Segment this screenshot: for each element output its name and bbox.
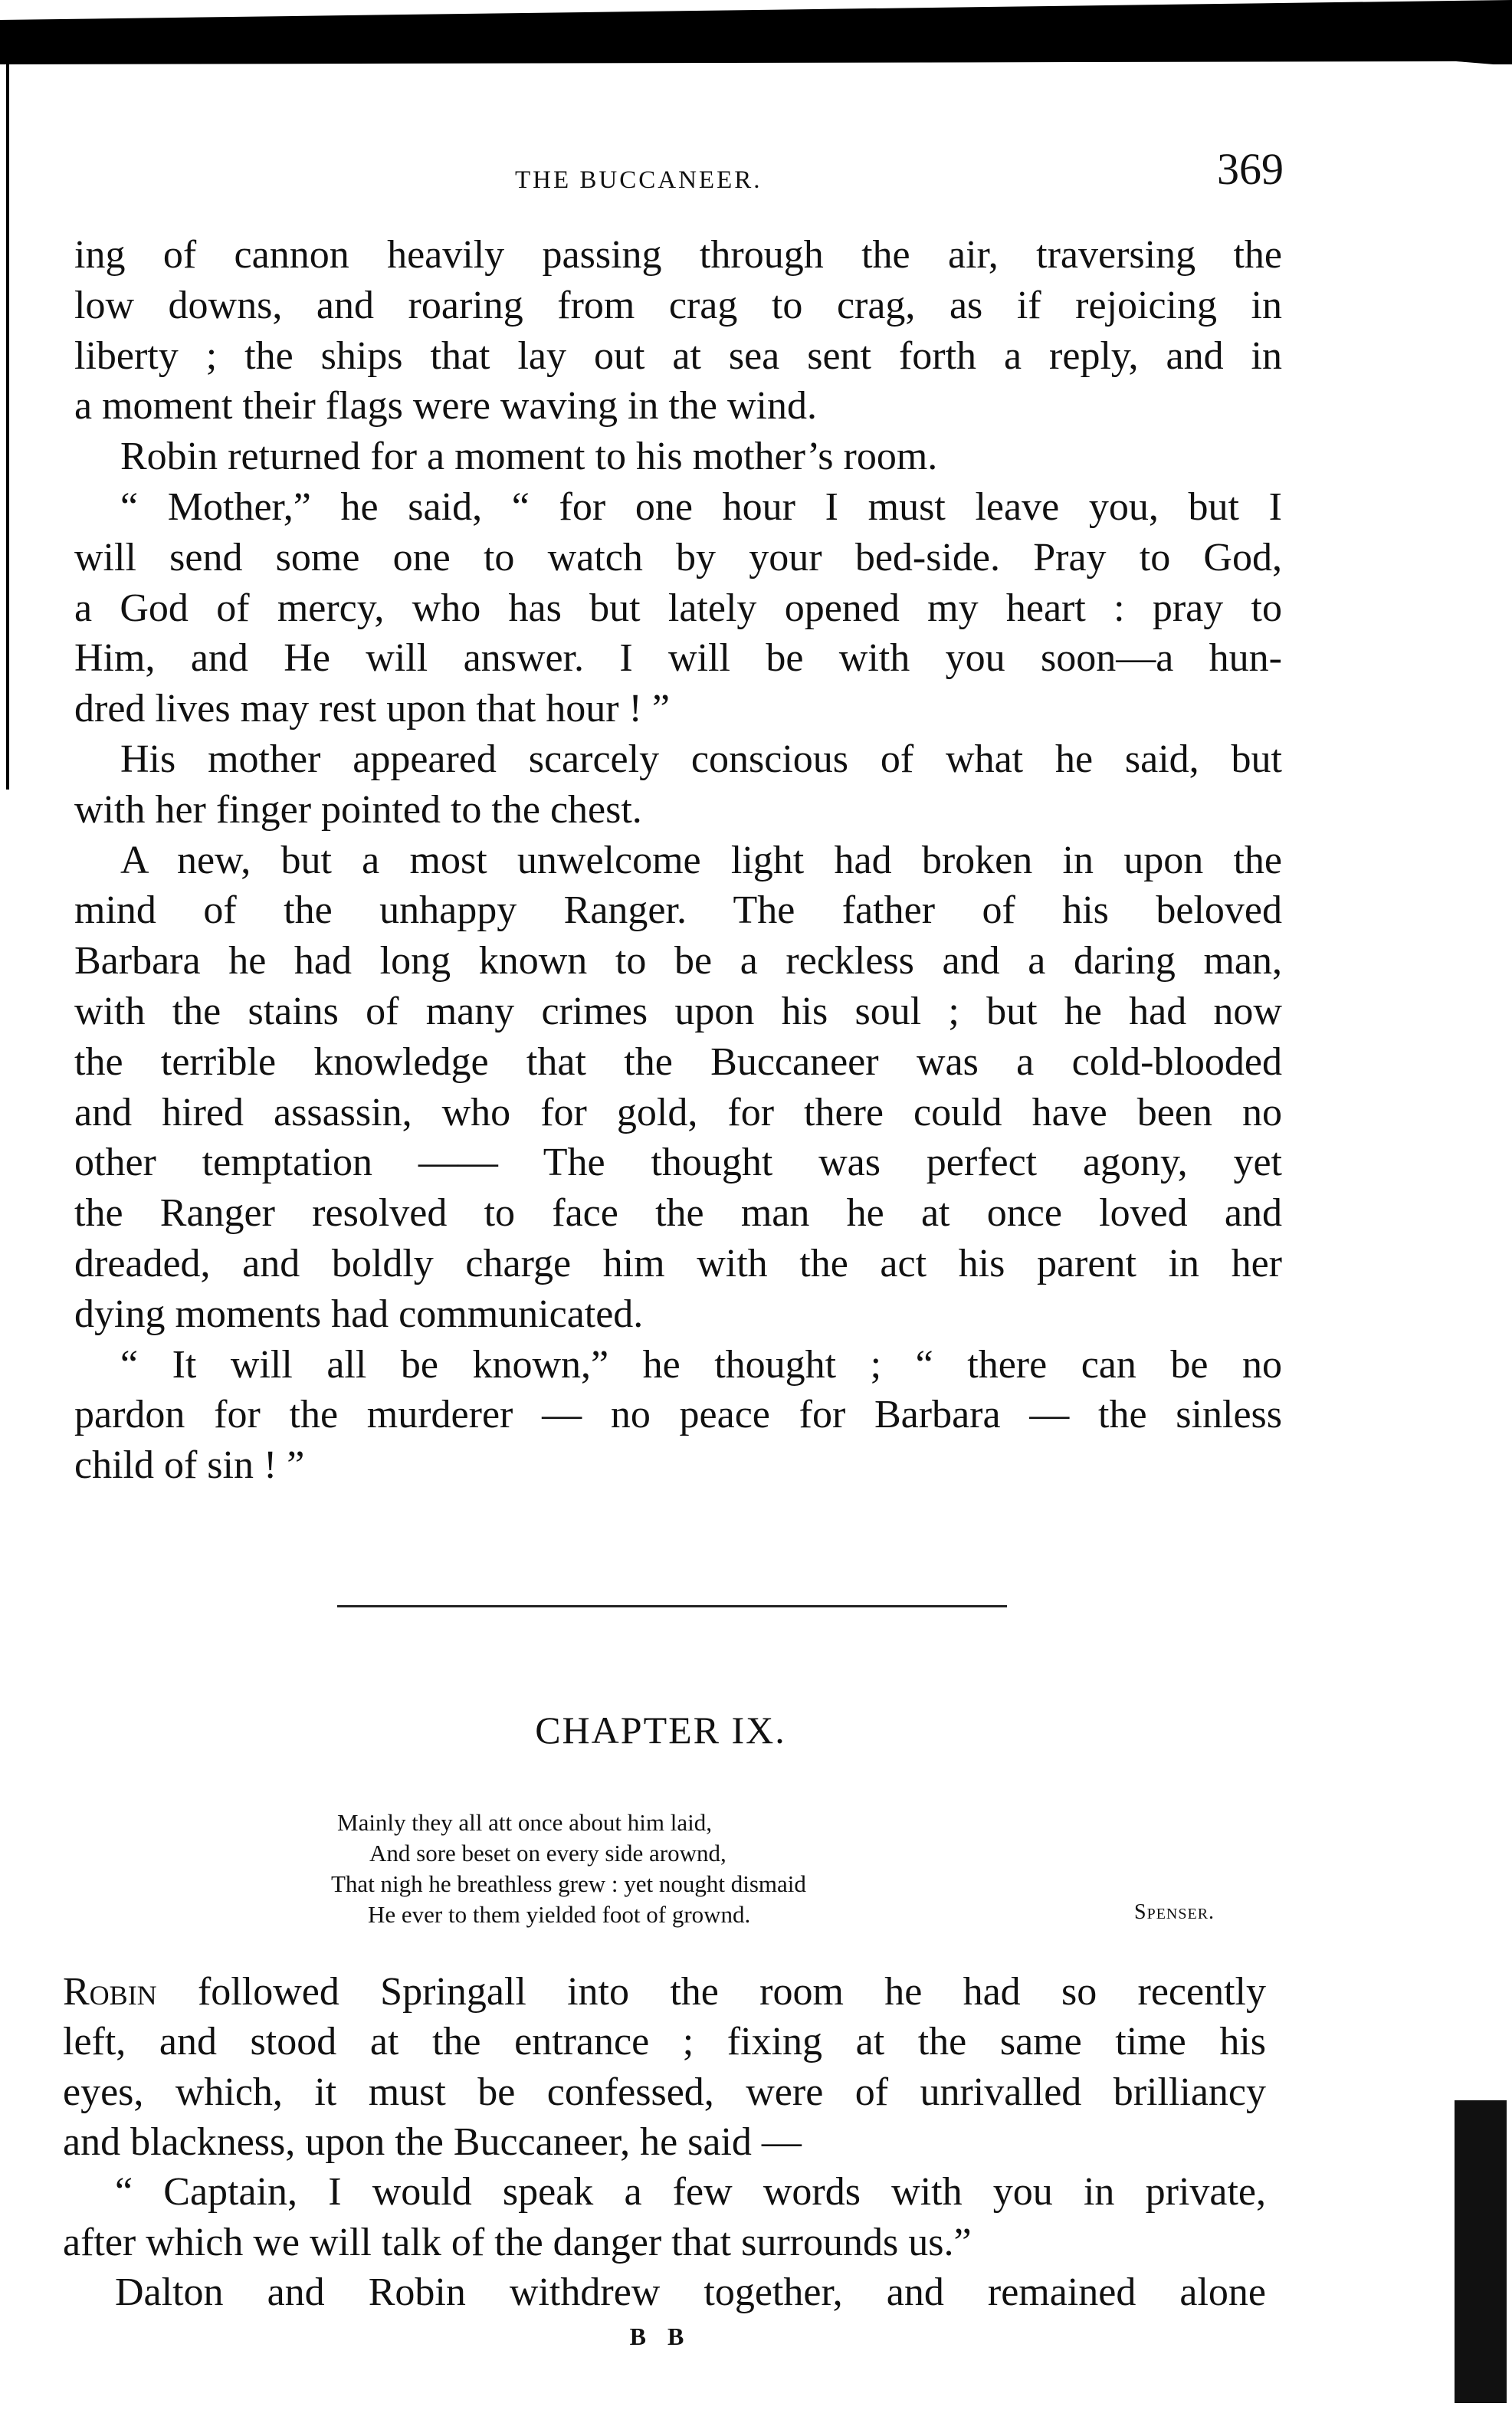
text-line-content: dreaded, and boldly charge him with the act his parent in her bbox=[74, 1242, 1282, 1285]
text-line-content: ing of cannon heavily passing through the air, traversing the bbox=[74, 233, 1282, 277]
text-line-content: “ Mother,” he said, “ for one hour I must leave you, but I bbox=[120, 485, 1282, 529]
text-line bbox=[120, 432, 1282, 482]
epigraph-line: Mainly they all att once about him laid, bbox=[337, 1809, 712, 1836]
text-line-content: A new, but a most unwelcome light had broken in upon the bbox=[120, 838, 1282, 882]
text-line bbox=[74, 987, 1282, 1037]
scan-left-edge bbox=[6, 61, 9, 790]
text-line-content: Him, and He will answer. I will be with you soon—a hun- bbox=[74, 636, 1282, 681]
text-line bbox=[74, 684, 1282, 734]
text-line-content: Barbara he had long known to be a reckless and a daring man, bbox=[74, 939, 1282, 983]
signature-mark: B B bbox=[629, 2323, 692, 2350]
text-line-content: will send some one to watch by your bed-side. Pray to God, bbox=[74, 535, 1282, 579]
text-line-content: and blackness, upon the Buccaneer, he said — bbox=[63, 2119, 802, 2164]
text-line bbox=[120, 1340, 1282, 1390]
text-line bbox=[74, 1440, 1282, 1491]
text-line bbox=[74, 331, 1282, 382]
text-line-content: a God of mercy, who has but lately opened my heart : pray to bbox=[74, 586, 1282, 630]
text-line bbox=[115, 2267, 1266, 2318]
text-line bbox=[120, 734, 1282, 785]
text-line bbox=[63, 1967, 1266, 2018]
text-line bbox=[74, 533, 1282, 583]
text-line bbox=[74, 1138, 1282, 1188]
text-line-content: the Ranger resolved to face the man he at once loved and bbox=[74, 1191, 1282, 1236]
text-line-content: dred lives may rest upon that hour ! ” bbox=[74, 687, 670, 731]
text-line-content: child of sin ! ” bbox=[74, 1443, 305, 1488]
page-number: 369 bbox=[1217, 144, 1284, 194]
text-line bbox=[74, 1188, 1282, 1239]
text-line-content: eyes, which, it must be confessed, were of unrivalled brilliancy bbox=[63, 2070, 1266, 2114]
scan-right-edge bbox=[1455, 2100, 1507, 2403]
text-line bbox=[63, 2017, 1266, 2067]
text-line bbox=[74, 1037, 1282, 1088]
text-line-content: liberty ; the ships that lay out at sea sent forth a reply, and in bbox=[74, 333, 1282, 378]
text-line bbox=[115, 2167, 1266, 2218]
text-line bbox=[74, 230, 1282, 281]
text-line-content: with her finger pointed to the chest. bbox=[74, 787, 642, 832]
section-divider bbox=[337, 1605, 1007, 1607]
text-line-content: His mother appeared scarcely conscious of what he said, but bbox=[120, 737, 1282, 781]
chapter-heading: CHAPTER IX. bbox=[535, 1709, 786, 1752]
text-line-content: “ It will all be known,” he thought ; “ there can be no bbox=[120, 1342, 1282, 1387]
text-line-content: “ Captain, I would speak a few words with you in private, bbox=[115, 2170, 1266, 2215]
epigraph-line: He ever to them yielded foot of grownd. bbox=[368, 1901, 751, 1928]
text-line bbox=[120, 836, 1282, 886]
text-line-content: Robin returned for a moment to his mother’s room. bbox=[120, 435, 938, 479]
text-line-content: left, and stood at the entrance ; fixing at the same time his bbox=[63, 2020, 1266, 2064]
text-line-content: a moment their flags were waving in the wind. bbox=[74, 384, 817, 428]
text-line-content: other temptation —— The thought was perfect agony, yet bbox=[74, 1141, 1282, 1185]
drop-word: Robin bbox=[63, 1970, 157, 2014]
epigraph-line: And sore beset on every side arownd, bbox=[369, 1840, 726, 1866]
running-title: THE BUCCANEER. bbox=[515, 166, 763, 194]
text-line bbox=[74, 1088, 1282, 1138]
text-line bbox=[74, 936, 1282, 987]
text-line-content: mind of the unhappy Ranger. The father of his beloved bbox=[74, 888, 1282, 933]
text-line bbox=[63, 2117, 1266, 2168]
text-line-content: with the stains of many crimes upon his soul ; but he had now bbox=[74, 990, 1282, 1033]
text-line bbox=[120, 482, 1282, 533]
text-line bbox=[74, 885, 1282, 936]
text-line bbox=[63, 2218, 1266, 2268]
text-line-content: pardon for the murderer — no peace for Barbara — the sinless bbox=[74, 1393, 1282, 1437]
text-line bbox=[74, 1390, 1282, 1440]
text-line-content: Dalton and Robin withdrew together, and remained alone bbox=[115, 2270, 1266, 2314]
text-line bbox=[74, 633, 1282, 684]
text-line bbox=[74, 381, 1282, 432]
text-line-content: and hired assassin, who for gold, for there could have been no bbox=[74, 1090, 1282, 1134]
text-line bbox=[74, 785, 1282, 836]
text-line-content: low downs, and roaring from crag to crag, as if rejoicing in bbox=[74, 283, 1282, 327]
text-line bbox=[74, 1239, 1282, 1289]
text-line-content: followed Springall into the room he had so recently bbox=[156, 1970, 1266, 2014]
scan-top-edge bbox=[0, 0, 1512, 64]
text-line bbox=[63, 2067, 1266, 2118]
text-line-content: the terrible knowledge that the Buccaneer was a cold-blooded bbox=[74, 1039, 1282, 1084]
epigraph-attribution: Spenser. bbox=[1134, 1900, 1215, 1924]
epigraph-line: That nigh he breathless grew : yet nought dismaid bbox=[331, 1870, 806, 1897]
text-line bbox=[74, 1289, 1282, 1340]
text-line bbox=[74, 281, 1282, 331]
text-line-content: after which we will talk of the danger that surrounds us.” bbox=[63, 2220, 972, 2264]
text-line-content: dying moments had communicated. bbox=[74, 1292, 644, 1336]
text-line bbox=[74, 583, 1282, 634]
